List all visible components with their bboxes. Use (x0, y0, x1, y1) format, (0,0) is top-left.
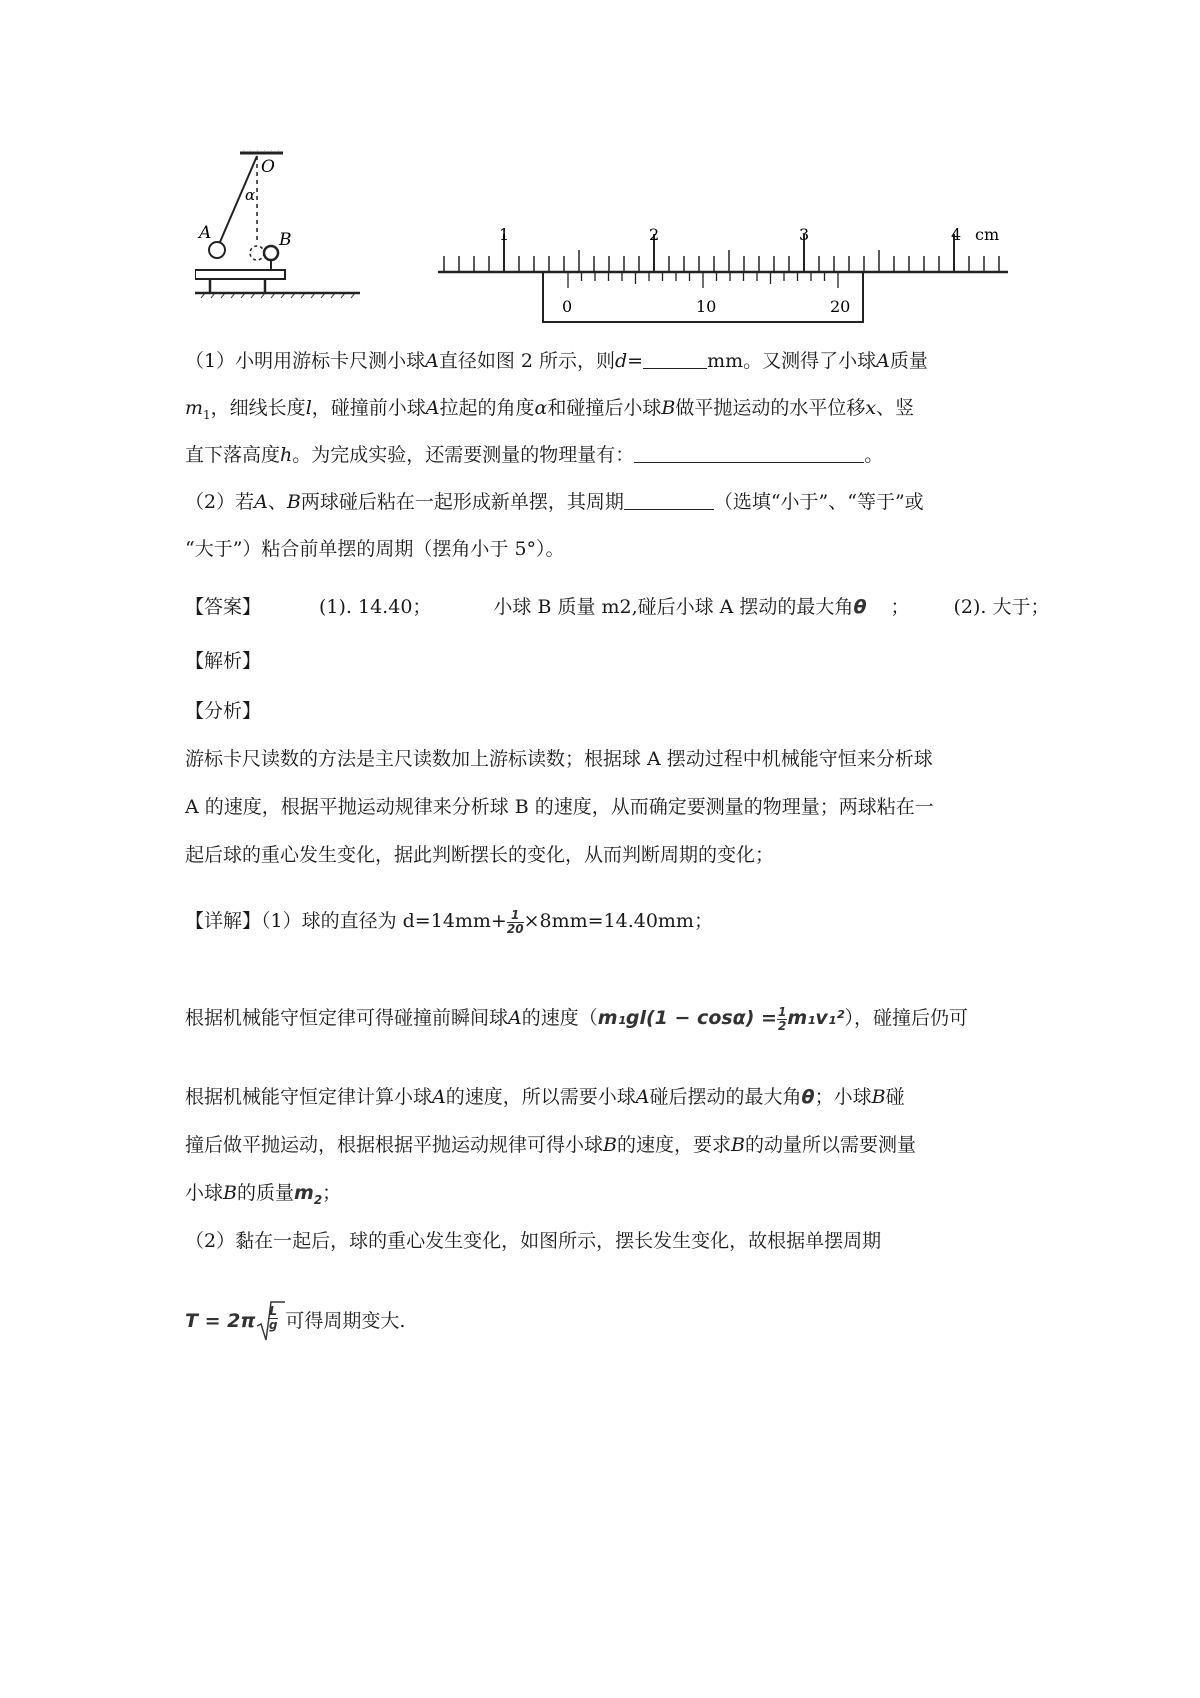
q1-line-2: $m_1$，细线长度l，碰撞前小球A拉起的角度α和碰撞后小球B做平抛运动的水平位移x、竖 (185, 397, 915, 422)
detail-line-1: 【详解】（1）球的直径为 d=14mm+ $\frac{1}{20}$ ×8mm=14.40mm； (185, 907, 713, 936)
jiexi-heading: 【解析】 (185, 650, 262, 672)
answer-blank-period (624, 487, 714, 510)
analysis-line-2: A 的速度，根据平抛运动规律来分析球 B 的速度，从而确定要测量的物理量；两球粘在一 (185, 796, 934, 818)
detail-line-7: T = 2π $\frac{L}{g}$ 可得周期变大. (185, 1300, 405, 1344)
detail-line-2: 根据机械能守恒定律可得碰撞前瞬间球A的速度（m₁gl(1 − cosα) = $\frac{1}{2}$ m₁v₁²），碰撞后仍可 (185, 1004, 968, 1033)
main-label-3: 3 (799, 225, 810, 244)
fenxi-heading: 【分析】 (185, 700, 262, 722)
q2-line-2: “大于”）粘合前单摆的周期（摆角小于 5°）。 (185, 538, 565, 560)
vernier-label-10: 10 (696, 297, 717, 316)
detail-line-5: 小球B的质量$m_2$； (185, 1182, 342, 1207)
q2-line-1: （2）若A、B两球碰后粘在一起形成新单摆，其周期 （选填“小于”、“等于”或 (185, 487, 924, 517)
label-O: O (261, 157, 275, 177)
detail-line-6: （2）黏在一起后，球的重心发生变化，如图所示，摆长发生变化，故根据单摆周期 (185, 1230, 882, 1252)
q1-line-1: （1）小明用游标卡尺测小球A直径如图 2 所示，则d= mm。又测得了小球A质量 (185, 346, 928, 376)
answer-blank-quantities (634, 440, 864, 463)
vernier-label-20: 20 (830, 297, 851, 316)
answer-blank-d (643, 346, 707, 369)
energy-equation: m₁gl(1 − cosα) = (597, 1007, 777, 1029)
label-B: B (279, 230, 292, 250)
vernier-label-0: 0 (562, 297, 573, 316)
period-formula: T = 2π (185, 1310, 256, 1332)
analysis-line-3: 起后球的重心发生变化，据此判断摆长的变化，从而判断周期的变化； (185, 844, 775, 866)
answer-line: 【答案】 (1). 14.40； 小球 B 质量 m2,碰后小球 A 摆动的最大角θ ； (2). 大于； (185, 596, 1050, 618)
vernier-caliper-figure (438, 220, 1018, 330)
q1-line-3: 直下落高度h。为完成实验，还需要测量的物理量有： 。 (185, 440, 883, 470)
pendulum-figure (195, 150, 365, 325)
main-label-4: 4 (951, 225, 962, 244)
detail-line-4: 撞后做平抛运动，根据根据平抛运动规律可得小球B的速度，要求B的动量所以需要测量 (185, 1134, 916, 1156)
label-A: A (199, 223, 212, 243)
label-alpha: α (245, 186, 256, 204)
detail-line-3: 根据机械能守恒定律计算小球A的速度，所以需要小球A碰后摆动的最大角θ；小球B碰 (185, 1086, 905, 1108)
fraction-1-20: $\frac{1}{20}$ (506, 907, 524, 936)
main-label-unit: cm (975, 225, 1000, 244)
main-label-2: 2 (649, 225, 660, 244)
main-label-1: 1 (499, 225, 510, 244)
analysis-line-1: 游标卡尺读数的方法是主尺读数加上游标读数；根据球 A 摆动过程中机械能守恒来分析球 (185, 748, 933, 770)
